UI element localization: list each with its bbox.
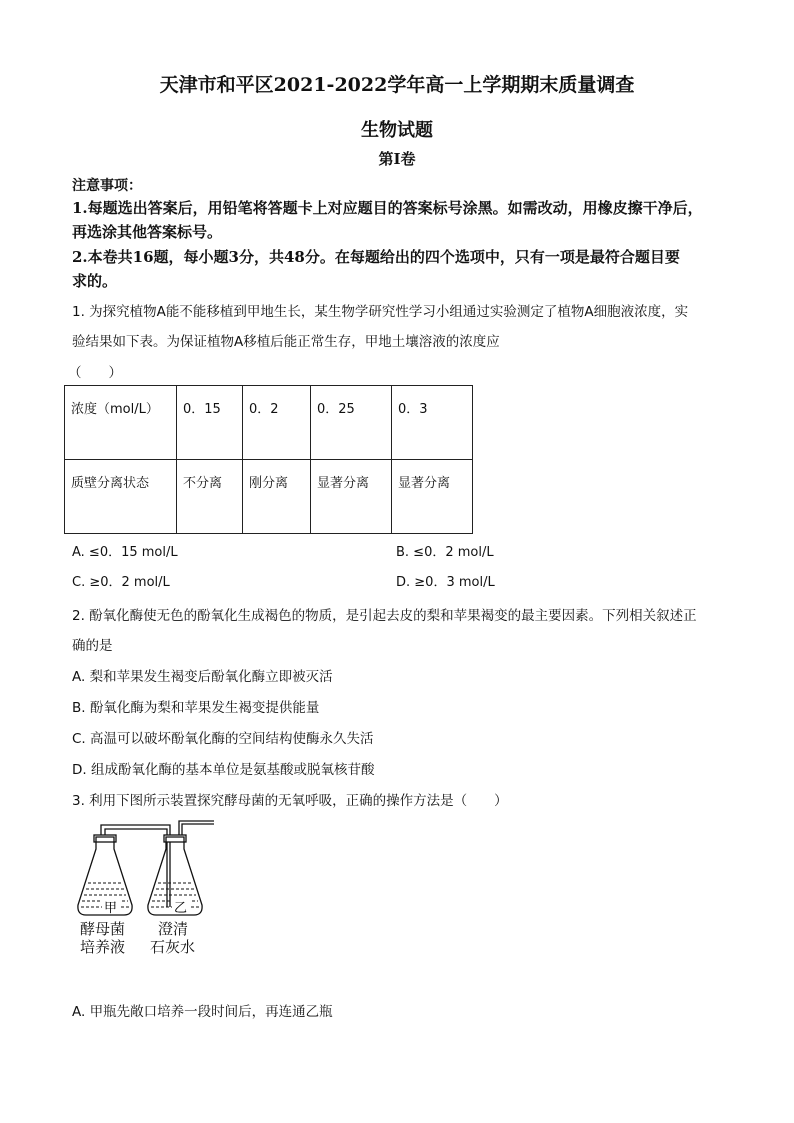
stopper-jia xyxy=(94,835,116,842)
question-1-stem-b: 验结果如下表。为保证植物A移植后能正常生存，甲地土壤溶液的浓度应 xyxy=(72,334,500,350)
table-cell: 0．2 xyxy=(243,386,311,460)
stopper-yi xyxy=(164,835,186,842)
q2-option-c: C. 高温可以破坏酚氧化酶的空间结构使酶永久失活 xyxy=(72,731,374,747)
table-cell: 0．3 xyxy=(392,386,473,460)
q2-option-a: A. 梨和苹果发生褐变后酚氧化酶立即被灭活 xyxy=(72,669,333,685)
flask-label-1b: 培养液 xyxy=(80,938,126,956)
document-subtitle: 生物试题 xyxy=(361,120,433,141)
table-cell: 浓度（mol/L） xyxy=(65,386,177,460)
outlet-tube-yi xyxy=(179,821,214,835)
volume-label: 第I卷 xyxy=(378,150,416,168)
yeast-respiration-apparatus xyxy=(68,815,228,920)
q3-option-a: A. 甲瓶先敞口培养一段时间后，再连通乙瓶 xyxy=(72,1004,333,1020)
table-cell: 显著分离 xyxy=(311,460,392,534)
question-2-stem-b: 确的是 xyxy=(72,638,113,654)
flask-label-2a: 澄清 xyxy=(158,920,189,938)
concentration-table xyxy=(64,385,473,534)
table-cell: 刚分离 xyxy=(243,460,311,534)
table-cell: 显著分离 xyxy=(392,460,473,534)
question-3-stem: 3. 利用下图所示装置探究酵母菌的无氧呼吸，正确的操作方法是（ ） xyxy=(72,793,508,809)
question-1-stem-a: 1. 为探究植物A能不能移植到甲地生长，某生物学研究性学习小组通过实验测定了植物A细胞液浓度，实 xyxy=(72,304,689,320)
document-title: 天津市和平区2021-2022学年高一上学期期末质量调查 xyxy=(159,74,635,96)
notes-line-1b: 再选涂其他答案标号。 xyxy=(72,223,223,241)
notes-line-2b: 求的。 xyxy=(72,272,118,290)
question-1-paren: （ ） xyxy=(68,365,122,381)
table-cell: 质壁分离状态 xyxy=(65,460,177,534)
q1-option-d: D. ≥0．3 mol/L xyxy=(396,575,495,590)
q1-option-b: B. ≤0．2 mol/L xyxy=(396,545,494,560)
table-cell: 0．25 xyxy=(311,386,392,460)
notes-line-1a: 1.每题选出答案后，用铅笔将答题卡上对应题目的答案标号涂黑。如需改动，用橡皮擦干净后， xyxy=(72,199,703,217)
table-row xyxy=(65,460,473,534)
connecting-tube xyxy=(101,825,170,835)
flask-label-2b: 石灰水 xyxy=(150,938,196,956)
flask-mark-yi: 乙 xyxy=(174,901,188,916)
table-cell: 0．15 xyxy=(177,386,243,460)
question-2-stem-a: 2. 酚氧化酶使无色的酚氧化生成褐色的物质，是引起去皮的梨和苹果褐变的最主要因素。下列相关叙述正 xyxy=(72,608,697,624)
table-cell: 不分离 xyxy=(177,460,243,534)
flask-mark-jia: 甲 xyxy=(104,901,118,916)
notes-heading: 注意事项： xyxy=(72,178,142,194)
q1-option-c: C. ≥0．2 mol/L xyxy=(72,575,170,590)
flask-label-1a: 酵母菌 xyxy=(80,920,126,938)
notes-line-2a: 2.本卷共16题，每小题3分，共48分。在每题给出的四个选项中，只有一项是最符合题目要 xyxy=(72,248,680,266)
q2-option-d: D. 组成酚氧化酶的基本单位是氨基酸或脱氧核苷酸 xyxy=(72,762,375,778)
q2-option-b: B. 酚氧化酶为梨和苹果发生褐变提供能量 xyxy=(72,700,320,716)
q1-option-a: A. ≤0．15 mol/L xyxy=(72,545,178,560)
table-row xyxy=(65,386,473,460)
tube-into-yi xyxy=(167,842,170,907)
